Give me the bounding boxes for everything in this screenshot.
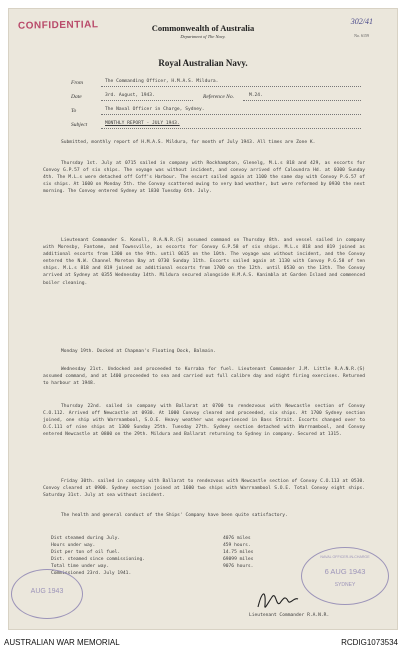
stamp-right-bottom: SYDNEY [334,582,356,588]
paragraph-7: Friday 30th. sailed in company with Ballarat to rendezvous with Newcastle section of Convoy C.O.113 at 0530. Convoy cleared at 0900. Sydney section joined at 1600 two ships with Warrnambool S.O.E. Total Convoy eight ships. Saturday 31st. July at sea without incident. [43,479,365,499]
subject-value: MONTHLY REPORT - JULY 1943. [105,121,180,126]
confidential-stamp: CONFIDENTIAL [17,19,99,32]
stat-label: Total time under way. [51,564,110,569]
signature-title: Lieutenant Commander R.A.N.R. [249,613,330,618]
stat-label: Commissioned 23rd. July 1941. [51,571,132,576]
letterhead-title: Commonwealth of Australia [151,23,255,33]
paragraph-5: Wednesday 21st. Undocked and proceeded to Kurraba for fuel. Lieutenant Commander J.M. Little R.A.N.R.(S) assumed command, and at 1400 proceeded to sea and carried out full calibre day and night firing exercises. Returned to harbour at 1948. [43,367,365,387]
letterhead-department: Department of The Navy. [180,34,226,39]
signature [252,583,312,613]
handwritten-reference: 302/41 [350,17,373,26]
subject-label: Subject [71,122,88,128]
paragraph-2: Thursday 1st. July at 0715 sailed in company with Rockhampton, Glenelg, M.L.s 818 and 429, as escorts for Convoy G.P.57 of six ships. The voyage was without incident, and convoy arrived off Caloundra Hd. at 0300 Sunday 4th. The M.L.s were detached off Coff's Harbour. The escort sailed again at 1100 the same day with Convoy P.G.57 of six ships. At 1600 on Monday 5th. the Convoy scattered owing to very bad weather, but were reformed by 0930 the next morning. The Convoy entered Sydney at 1830 Tuesday 6th. July. [43,161,365,195]
footer-record-id: RCDIG1073534 [341,638,398,647]
date-label: Date [71,94,82,100]
document-page [8,8,398,630]
to-label: To [71,108,77,114]
paragraph-4: Monday 19th. Docked at Chapman's Floating Dock, Balmain. [61,349,216,354]
date-stamp-left [11,569,83,619]
paragraph-1: Submitted, monthly report of H.M.A.S. Mildura, for month of July 1943. All times are Zone K. [61,140,316,145]
stamp-right-top: NAVAL OFFICER-IN-CHARGE [320,555,370,559]
stat-value: 9076 hours. [223,564,254,569]
date-stamp-right [301,547,389,605]
reference-label: Reference No. [203,94,234,100]
letterhead-service: Royal Australian Navy. [158,58,248,68]
stat-value: 459 hours. [223,543,251,548]
stat-label: Dist. steamed since commissioning. [51,557,146,562]
stat-label: Hours under way. [51,543,96,548]
form-number: No. 6159 [354,33,369,38]
signature-scrawl [252,583,312,613]
stamp-left-date: AUG 1943 [30,588,64,595]
stat-label: Dist per ton of oil fuel. [51,550,121,555]
date-value: 3rd. August, 1943. [105,93,155,98]
reference-value: M.24. [249,93,263,98]
to-value: The Naval Officer in Charge, Sydney. [105,107,205,112]
from-value: The Commanding Officer, H.M.A.S. Mildura. [105,79,219,84]
stat-value: 14.75 miles [223,550,254,555]
footer-archive: AUSTRALIAN WAR MEMORIAL [4,638,120,647]
stat-label: Dist steamed during July. [51,536,121,541]
stamp-right-date: 6 AUG 1943 [324,567,366,576]
from-label: From [71,80,84,86]
paragraph-8: The health and general conduct of the Ships' Company have been quite satisfactory. [61,513,288,518]
paragraph-3: Lieutenant Commander S. Konoll, R.A.N.R.(S) assumed command on Thursday 8th. and vessel sailed in company with Moresby, Fantome, and Townsville, as escorts for Convoy G.P.58 of six ships. M.L.s 818 and 819 joined as additional escorts from 1300 on the 9th. until 0615 on the 10th. The voyage was without incident, and the Convoy entered the N.W. Channel Moreton Bay at 0730 Sunday 11th. Escorts sailed again at 1130 with Convoy P.G.58 of ten ships. M.L.s 818 and 819 joined as additional escorts from 1700 on the 12th. until 0530 on the 13th. The Convoy arrived at Sydney at 0355 Wednesday 14th. Mildura secured alongside H.M.A.S. Kanimbla at Garden Island and commenced boiler cleaning. [43,238,365,286]
stat-value: 69899 miles [223,557,254,562]
paragraph-6: Thursday 22nd. sailed in company with Ballarat at 0700 to rendezvous with Newcastle section of Convoy C.O.112. Arrived off Newcastle at 0930. At 1000 Convoy cleared and proceeded, six ships. At 1700 Sydney section joined, one ship with Warrnambool, S.O.E. Heavy weather was experienced in Bass Strait. Escorts changed over to O.C.111 of nine ships at 1300 Sunday 25th. Tuesday 27th. Sydney section detached with Warrnambool, and Convoy entered Newcastle at 0800 on the 29th. Mildura and Ballarat returning to Sydney in company. Secured at 1315. [43,404,365,438]
stat-value: 4076 miles [223,536,251,541]
